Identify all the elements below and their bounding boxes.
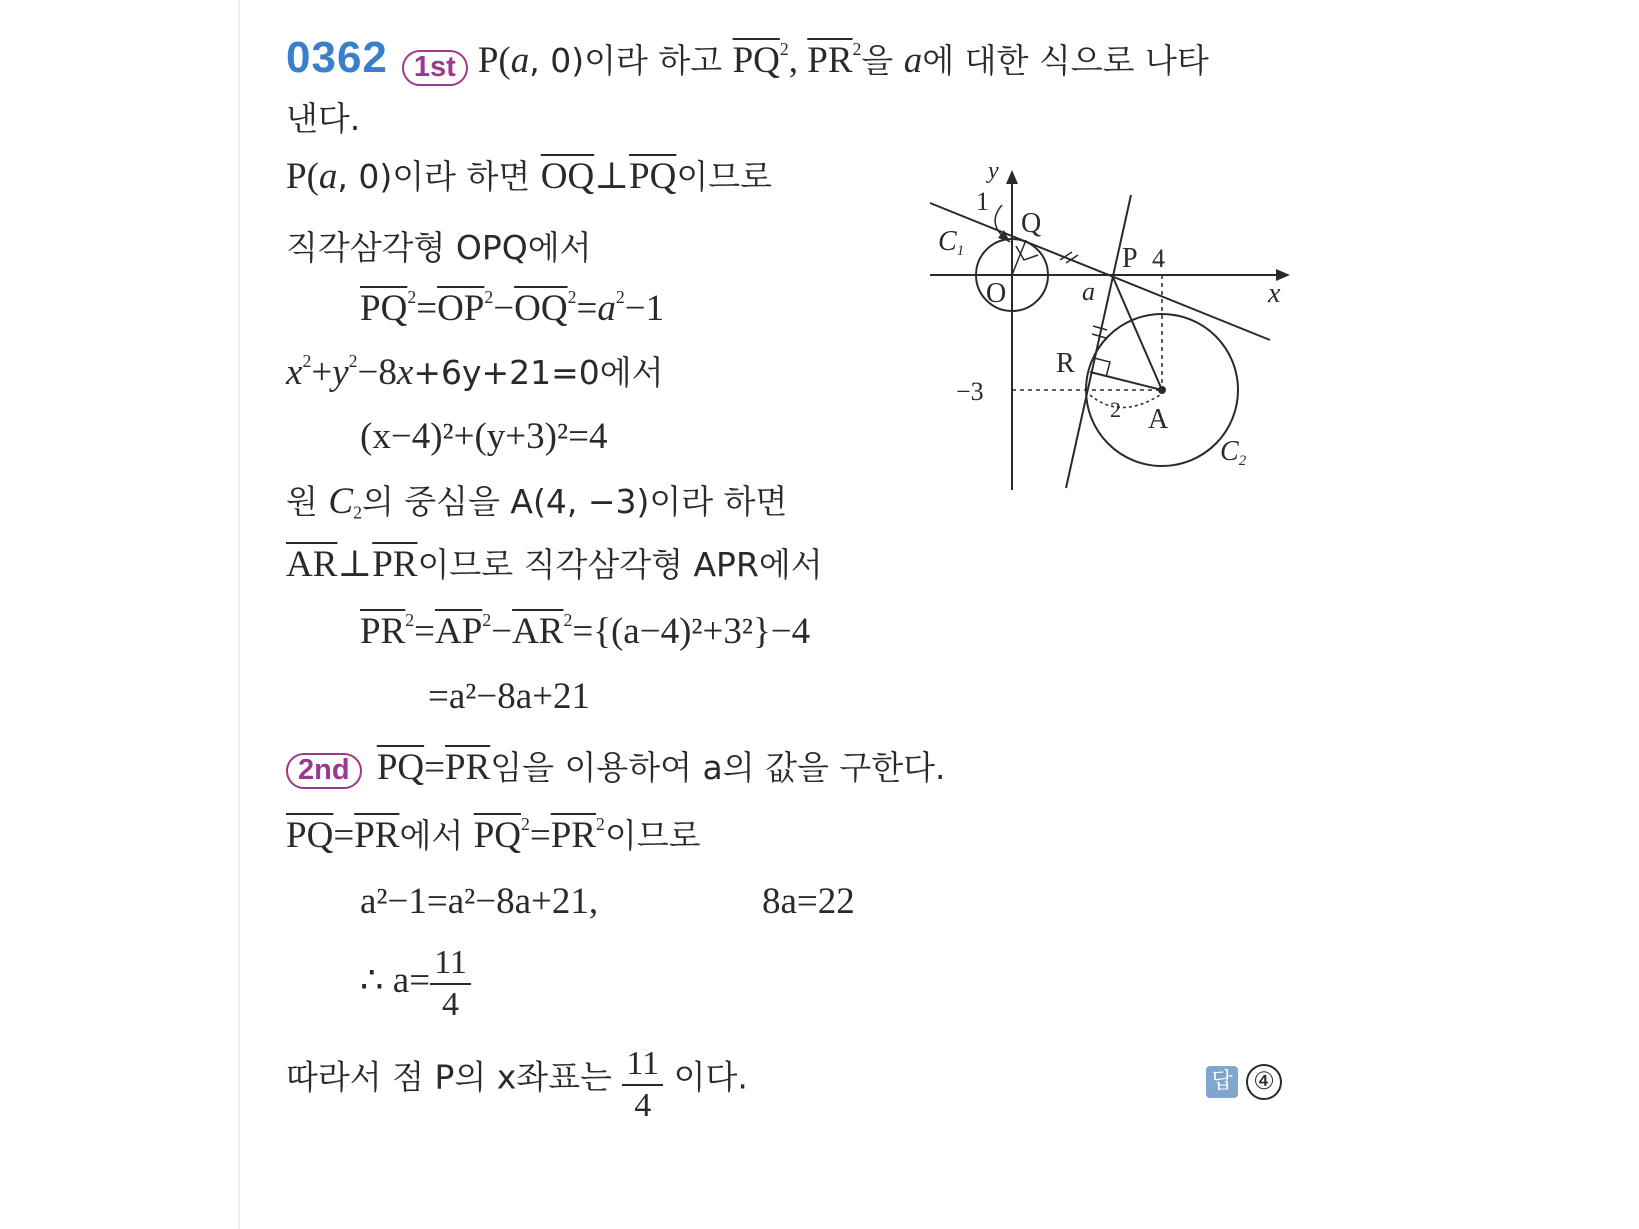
equation-pr-simplified: =a²−8a+21: [428, 676, 591, 717]
y-axis-label: y: [988, 158, 999, 184]
y-neg3-label: −3: [956, 377, 984, 406]
line-1: P(a, 0)이라 하면 $\overline{OQ}\perp\overline{PQ}$이므로: [286, 156, 772, 197]
tick-mark-pr-icon: [1092, 326, 1107, 338]
step2-badge: 2nd: [286, 753, 362, 789]
point-q-label: Q: [1021, 208, 1042, 239]
equation-8a: 8a=22: [762, 881, 855, 922]
fraction-11-4: $\frac{11}{4}$: [430, 945, 471, 1022]
step2-instruction: 2nd $\overline{PQ}=\overline{PR}$임을 이용하여 a의 값을 구한다.: [286, 749, 945, 789]
origin-label: O: [986, 278, 1007, 309]
tangent-line-q: [930, 203, 1270, 340]
segment-pa: [1112, 275, 1162, 390]
line-2: 직각삼각형 OPQ에서: [286, 228, 592, 267]
circle-equation-general: $x^2+y^2-8x+6y+21=0$에서: [286, 351, 664, 393]
answer-choice: ④: [1246, 1064, 1282, 1100]
circle-c2-label: C2: [1220, 436, 1247, 469]
step1-instruction-cont: 낸다.: [286, 99, 361, 138]
x-4-label: 4: [1152, 244, 1165, 273]
equation-pq-squared: $\overline{PQ}^2=\overline{OP}^2-\overline{OQ}^2=a^2-1$: [360, 287, 665, 329]
point-a-label: A: [1148, 404, 1169, 435]
point-r-label: R: [1056, 348, 1075, 379]
equation-pr-squared: $\overline{PR}^2=\overline{AP}^2-\overline{AR}^2=\{(a-4)^2+3^2\}-4$: [360, 610, 811, 652]
x-axis-label: x: [1268, 278, 1281, 309]
radius-1-label: 1: [976, 187, 989, 216]
answer-icon: 답: [1206, 1066, 1238, 1098]
step1-instruction: P(a, 0)이라 하고 $\overline{PQ}^2$, $\overline{PR}^2$을 a에 대한 식으로 나타: [477, 39, 1209, 81]
problem-number: 0362: [286, 33, 388, 82]
line-10: $\overline{PQ}=\overline{PR}$에서 $\overline{PQ}^2=\overline{PR}^2$이므로: [286, 814, 701, 856]
result-a: ∴ a= $\frac{11}{4}$: [360, 945, 471, 1022]
tangent-line-r: [1066, 195, 1131, 488]
point-p-label: P: [1122, 243, 1138, 274]
p-coordinate-a-label: a: [1082, 277, 1095, 306]
radius-2-label: 2: [1110, 397, 1121, 422]
y-axis-arrow-icon: [1006, 170, 1018, 184]
center-a-dot: [1158, 386, 1166, 394]
line-6: 원 $C_2$의 중심을 A(4, −3)이라 하면: [286, 481, 788, 523]
line-7: $\overline{AR}\perp\overline{PR}$이므로 직각삼각형 APR에서: [286, 544, 823, 585]
step1-badge: 1st: [402, 50, 468, 86]
circle-equation-standard: (x−4)²+(y+3)²=4: [360, 416, 608, 457]
fraction-answer: $\frac{11}{4}$: [622, 1046, 663, 1123]
circle-c1-label: C1: [938, 226, 965, 259]
conclusion: 따라서 점 P의 x좌표는 $\frac{11}{4}$ 이다.: [286, 1045, 748, 1124]
segment-ra: [1090, 372, 1162, 390]
segment-oq: [1012, 240, 1026, 275]
equation-solve: a²−1=a²−8a+21,: [360, 881, 599, 922]
